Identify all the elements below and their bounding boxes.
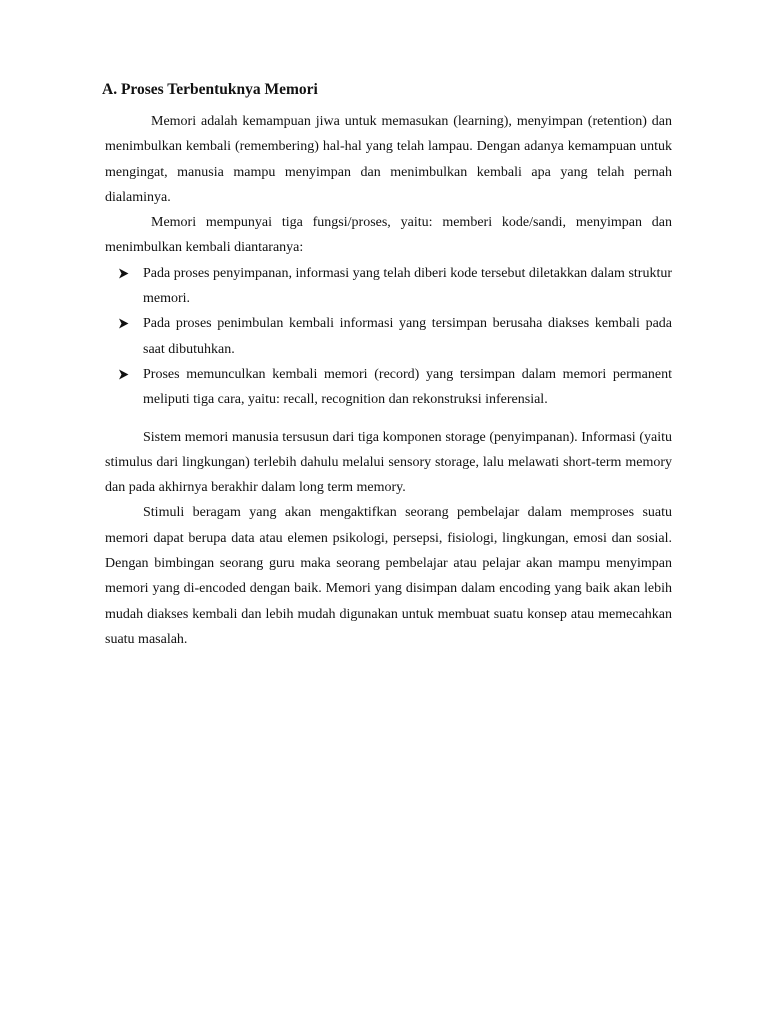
arrowhead-bullet-icon: [118, 369, 129, 380]
paragraph-memory-definition: Memori adalah kemampuan jiwa untuk memasukan (learning), menyimpan (retention) dan menimbulkan kembali (remembering) hal-hal yang telah lampau. Dengan adanya kemampuan untuk mengingat, manusia mampu menyimpan dan menimbulkan kembali apa yang telah pernah dialaminya.: [105, 114, 672, 205]
arrowhead-bullet-icon: [118, 268, 129, 279]
bullet-text: Pada proses penyimpanan, informasi yang telah diberi kode tersebut diletakkan dalam struktur memori.: [143, 265, 672, 307]
paragraph-gap: [105, 413, 672, 425]
list-item: [105, 311, 672, 362]
list-item: [105, 261, 672, 312]
process-bullet-list: [105, 261, 672, 413]
paragraph-memory-system: Sistem memori manusia tersusun dari tiga komponen storage (penyimpanan). Informasi (yaitu stimulus dari lingkungan) terlebih dahulu melalui sensory storage, lalu melawati short-term memory dan pada akhirnya berakhir dalam long term memory.: [105, 429, 672, 496]
document-content: [102, 80, 672, 652]
bullet-text: Proses memunculkan kembali memori (record) yang tersimpan dalam memori permanent meliputi tiga cara, yaitu: recall, recognition dan rekonstruksi inferensial.: [143, 366, 672, 408]
bullet-text: Pada proses penimbulan kembali informasi yang tersimpan berusaha diakses kembali pada saat dibutuhkan.: [143, 316, 672, 357]
paragraph-stimuli: Stimuli beragam yang akan mengaktifkan seorang pembelajar dalam memproses suatu memori dapat berupa data atau elemen psikologi, persepsi, fisiologi, lingkungan, emosi dan sosial. Dengan bimbingan seorang guru maka seorang pembelajar atau pelajar akan mampu menyimpan memori yang di-encoded dengan baik. Memori yang disimpan dalam encoding yang baik akan lebih mudah diakses kembali dan lebih mudah digunakan untuk membuat suatu konsep atau memecahkan suatu masalah.: [105, 505, 672, 647]
list-item: [105, 362, 672, 413]
section-heading: A. Proses Terbentuknya Memori: [102, 81, 318, 98]
paragraph-memory-functions: Memori mempunyai tiga fungsi/proses, yaitu: memberi kode/sandi, menyimpan dan menimbulkan kembali diantaranya:: [105, 215, 672, 256]
arrowhead-bullet-icon: [118, 318, 129, 329]
